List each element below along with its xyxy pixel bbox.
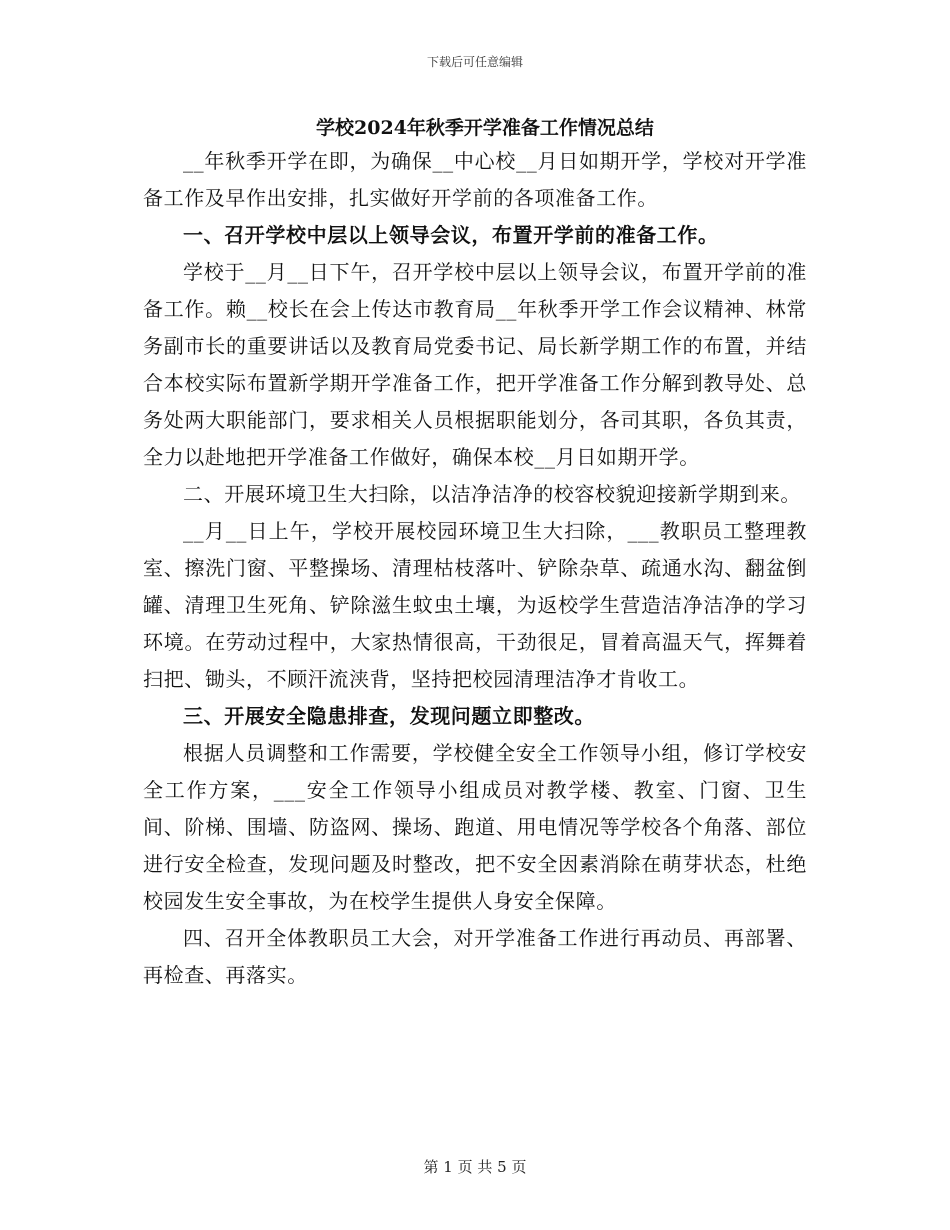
section-heading-2: 二、开展环境卫生大扫除，以洁净洁净的校容校貌迎接新学期到来。 <box>183 482 801 506</box>
section-heading-1: 一、召开学校中层以上领导会议，布置开学前的准备工作。 <box>183 223 719 247</box>
paragraph-section-2: __月__日上午，学校开展校园环境卫生大扫除，___教职员工整理教室、擦洗门窗、平整操场、清理枯枝落叶、铲除杂草、疏通水沟、翻盆倒罐、清理卫生死角、铲除滋生蚊虫土壤，为返校学生营造洁净洁净的学习环境。在劳动过程中，大家热情很高，干劲很足，冒着高温天气，挥舞着扫把、锄头，不顾汗流浃背，坚持把校园清理洁净才肯收工。 <box>143 519 807 691</box>
section-heading-3: 三、开展安全隐患排查，发现问题立即整改。 <box>183 704 595 728</box>
paragraph-section-3: 根据人员调整和工作需要，学校健全安全工作领导小组，修订学校安全工作方案，___安全工作领导小组成员对教学楼、教室、门窗、卫生间、阶梯、围墙、防盗网、操场、跑道、用电情况等学校各个角落、部位进行安全检查，发现问题及时整改，把不安全因素消除在萌芽状态，杜绝校园发生安全事故，为在校学生提供人身安全保障。 <box>143 741 807 913</box>
document-title: 学校2024年秋季开学准备工作情况总结 <box>316 117 654 139</box>
document-body <box>143 113 807 994</box>
section-heading-4: 四、召开全体教职员工大会，对开学准备工作进行再动员、再部署、再检查、再落实。 <box>143 926 807 987</box>
paragraph-section-1: 学校于__月__日下午，召开学校中层以上领导会议，布置开学前的准备工作。赖__校长在会上传达市教育局__年秋季开学工作会议精神、林常务副市长的重要讲话以及教育局党委书记、局长新学期工作的布置，并结合本校实际布置新学期开学准备工作，把开学准备工作分解到教导处、总务处两大职能部门，要求相关人员根据职能划分，各司其职，各负其责，全力以赴地把开学准备工作做好，确保本校__月日如期开学。 <box>143 260 807 469</box>
page-number-footer: 第 1 页 共 5 页 <box>423 1158 527 1176</box>
header-note: 下载后可任意编辑 <box>426 55 523 69</box>
paragraph-intro: __年秋季开学在即，为确保__中心校__月日如期开学，学校对开学准备工作及早作出安排，扎实做好开学前的各项准备工作。 <box>143 149 807 210</box>
